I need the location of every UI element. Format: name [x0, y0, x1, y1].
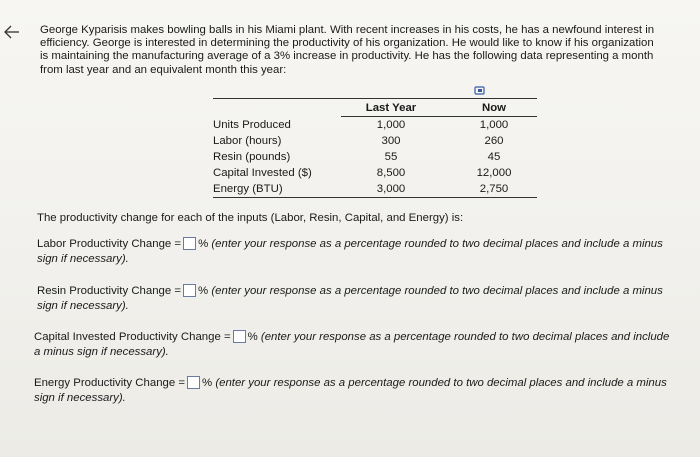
row-now: 12,000 — [476, 167, 512, 179]
row-last-year: 55 — [384, 151, 398, 163]
capital-change-label: Capital Invested Productivity Change = — [34, 331, 231, 343]
problem-intro: George Kyparisis makes bowling balls in his Miami plant. With recent increases in his costs, he has a newfound interest in efficiency. George is interested in determining the productivity of his organization. He would like to know if his organization is maintaining the manufacturing average of a 3% increase in productivity. He has the following data representing a month from last year and an equivalent month this year: — [40, 24, 655, 76]
energy-change-input[interactable] — [187, 376, 200, 389]
percent-sign: % — [198, 238, 209, 250]
capital-change-hint: (enter your response as a percentage rounded to two decimal places and include a minus sign if necessary). — [34, 331, 670, 358]
percent-sign: % — [202, 377, 213, 389]
row-now: 45 — [487, 151, 501, 163]
row-label: Resin (pounds) — [213, 151, 291, 163]
labor-answer-row — [37, 237, 677, 267]
table-row — [213, 181, 537, 198]
copy-icon[interactable] — [474, 86, 486, 97]
percent-sign: % — [247, 331, 258, 343]
row-label: Labor (hours) — [213, 135, 282, 147]
table-row — [213, 149, 537, 165]
row-label: Capital Invested ($) — [213, 167, 312, 179]
header-blank — [213, 99, 341, 117]
capital-change-input[interactable] — [233, 330, 246, 343]
arrow-left-icon[interactable] — [2, 22, 22, 42]
row-last-year: 1,000 — [376, 119, 406, 131]
row-last-year: 3,000 — [341, 181, 441, 198]
row-label: Energy (BTU) — [213, 181, 341, 198]
resin-change-input[interactable] — [183, 284, 196, 297]
header-last-year: Last Year — [341, 99, 441, 117]
data-table — [213, 98, 537, 198]
header-now: Now — [441, 99, 537, 117]
energy-change-label: Energy Productivity Change = — [34, 377, 186, 389]
resin-change-label: Resin Productivity Change = — [37, 285, 182, 297]
row-now: 2,750 — [441, 181, 537, 198]
energy-answer-row — [34, 376, 674, 406]
row-now: 1,000 — [479, 119, 509, 131]
row-last-year: 8,500 — [376, 167, 406, 179]
row-last-year: 300 — [381, 135, 401, 147]
table-header-row — [213, 99, 537, 117]
percent-sign: % — [198, 285, 209, 297]
capital-answer-row — [34, 330, 674, 360]
labor-change-label: Labor Productivity Change = — [37, 238, 182, 250]
resin-answer-row — [37, 284, 677, 314]
row-now: 260 — [484, 135, 504, 147]
resin-change-hint: (enter your response as a percentage rounded to two decimal places and include a minus sign if necessary). — [37, 285, 663, 312]
table-row — [213, 117, 537, 134]
table-row — [213, 165, 537, 181]
energy-change-hint: (enter your response as a percentage rounded to two decimal places and include a minus sign if necessary). — [34, 377, 667, 404]
question-text: The productivity change for each of the inputs (Labor, Resin, Capital, and Energy) is: — [37, 212, 464, 224]
labor-change-input[interactable] — [183, 237, 196, 250]
labor-change-hint: (enter your response as a percentage rounded to two decimal places and include a minus sign if necessary). — [37, 238, 663, 265]
row-label: Units Produced — [213, 118, 291, 131]
table-row — [213, 133, 537, 149]
